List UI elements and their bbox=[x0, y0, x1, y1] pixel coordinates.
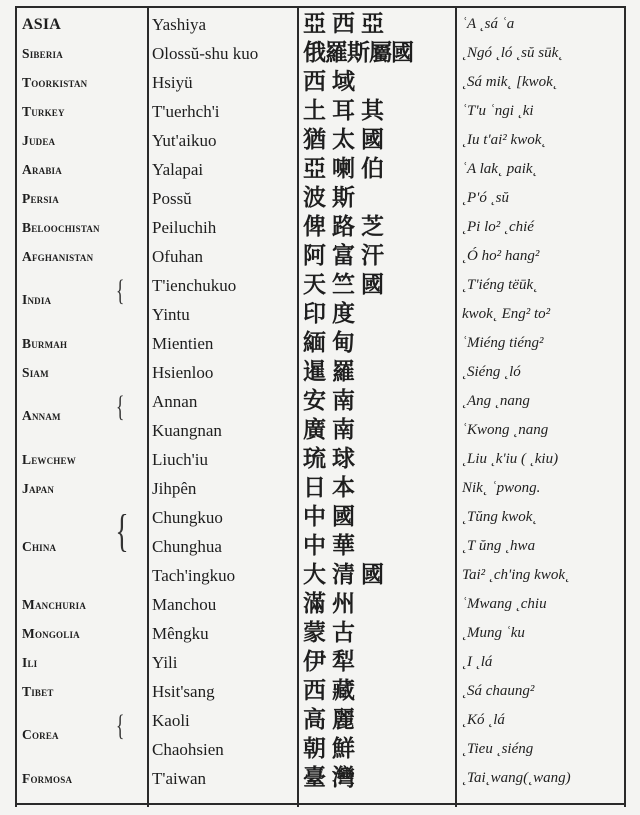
table-row bbox=[0, 10, 640, 39]
cantonese-reading: ˛Sá chaung² bbox=[462, 683, 535, 699]
mandarin-romanization: Peiluchih bbox=[152, 218, 217, 237]
chinese-characters: 滿州 bbox=[303, 591, 361, 617]
table-row bbox=[0, 97, 640, 126]
english-name: Japan bbox=[22, 481, 55, 496]
cantonese-reading: ˛Tieu ˛siéng bbox=[462, 741, 534, 757]
chinese-characters: 暹羅 bbox=[303, 359, 361, 385]
brace-icon: { bbox=[115, 390, 125, 423]
english-name: Toorkistan bbox=[22, 75, 88, 90]
chinese-characters: 大清國 bbox=[303, 562, 390, 588]
chinese-characters: 俄羅斯屬國 bbox=[303, 40, 413, 66]
cantonese-reading: ˛T ŭng ˛hwa bbox=[462, 538, 536, 554]
table-row bbox=[0, 474, 640, 503]
english-name: Annam bbox=[22, 408, 61, 423]
mandarin-romanization: Yalapai bbox=[152, 160, 204, 179]
english-name: Judea bbox=[22, 133, 56, 148]
english-name: Siam bbox=[22, 365, 49, 380]
cantonese-reading: ˛Ngó ˛ló ˛sŭ sūk˛ bbox=[462, 45, 564, 61]
mandarin-romanization: Yut'aikuo bbox=[152, 131, 217, 150]
mandarin-romanization: Possŭ bbox=[152, 189, 192, 208]
table-row bbox=[0, 329, 640, 358]
table-row bbox=[0, 706, 640, 742]
cantonese-reading: ˛Pi lo² ˛chié bbox=[462, 219, 534, 235]
chinese-characters: 廣南 bbox=[303, 417, 361, 443]
chinese-characters: 蒙古 bbox=[303, 620, 361, 646]
cantonese-reading: ʿA ˛sá ʿa bbox=[462, 16, 515, 32]
english-name: Siberia bbox=[22, 46, 63, 61]
table-row bbox=[0, 184, 640, 213]
table-row bbox=[0, 764, 640, 793]
table-row bbox=[0, 358, 640, 387]
table-row bbox=[0, 648, 640, 677]
cantonese-reading: ˛Tai˛wang(˛wang) bbox=[462, 770, 571, 786]
table-row bbox=[0, 677, 640, 706]
chinese-characters: 高麗 bbox=[303, 707, 361, 733]
table-row bbox=[0, 68, 640, 97]
english-name: China bbox=[22, 539, 57, 554]
cantonese-reading: ˛Mung ʿku bbox=[462, 625, 525, 641]
chinese-characters: 俾路芝 bbox=[303, 214, 390, 240]
table-row bbox=[0, 619, 640, 648]
cantonese-reading: ʿMwang ˛chiu bbox=[462, 596, 547, 612]
cantonese-reading: ˛Kó ˛lá bbox=[462, 712, 505, 728]
cantonese-reading: kwok˛ Eng² to² bbox=[462, 306, 551, 322]
table-row bbox=[0, 532, 640, 561]
english-name: Tibet bbox=[22, 684, 54, 699]
cantonese-reading: ʿKwong ˛nang bbox=[462, 422, 549, 438]
brace-icon: { bbox=[115, 505, 129, 556]
mandarin-romanization: Liuch'iu bbox=[152, 450, 208, 469]
english-name: ASIA bbox=[22, 16, 62, 33]
chinese-characters: 中國 bbox=[303, 504, 361, 530]
mandarin-romanization: T'uerhch'i bbox=[152, 102, 220, 121]
table-row bbox=[0, 445, 640, 474]
english-name: Beloochistan bbox=[22, 220, 100, 235]
chinese-characters: 西域 bbox=[303, 69, 361, 95]
cantonese-reading: ˛Ó ho² hang² bbox=[462, 248, 540, 264]
chinese-characters: 波斯 bbox=[303, 185, 361, 211]
mandarin-romanization: Hsit'sang bbox=[152, 682, 215, 701]
english-name: Arabia bbox=[22, 162, 62, 177]
table-row bbox=[0, 213, 640, 242]
mandarin-romanization: Mêngku bbox=[152, 624, 209, 643]
mandarin-romanization: Mientien bbox=[152, 334, 214, 353]
english-name: Persia bbox=[22, 191, 59, 206]
cantonese-reading: ˛Sá mik˛ [kwok˛ bbox=[462, 74, 558, 90]
table-row bbox=[0, 416, 640, 445]
mandarin-romanization: Yintu bbox=[152, 305, 190, 324]
english-name: Ili bbox=[22, 655, 38, 670]
mandarin-romanization: Ofuhan bbox=[152, 247, 203, 266]
table-row bbox=[0, 387, 640, 423]
table-row bbox=[0, 590, 640, 619]
cantonese-reading: ʿMiéng tiéng² bbox=[462, 335, 544, 351]
mandarin-romanization: Olossŭ-shu kuo bbox=[152, 44, 259, 63]
chinese-characters: 猶太國 bbox=[303, 127, 390, 153]
table-row bbox=[0, 561, 640, 590]
english-name: Formosa bbox=[22, 771, 73, 786]
english-name: Lewchew bbox=[22, 452, 76, 467]
cantonese-reading: ˛P'ó ˛sŭ bbox=[462, 190, 509, 206]
chinese-characters: 朝鮮 bbox=[303, 736, 361, 762]
cantonese-reading: ʿT'u ʿngi ˛ki bbox=[462, 103, 534, 119]
cantonese-reading: ˛Liu ˛k'iu ( ˛kiu) bbox=[462, 451, 559, 467]
cantonese-reading: ʿA lak˛ paik˛ bbox=[462, 161, 538, 177]
mandarin-romanization: Chungkuo bbox=[152, 508, 223, 527]
mandarin-romanization: Chaohsien bbox=[152, 740, 224, 759]
english-name: Afghanistan bbox=[22, 249, 94, 264]
brace-icon: { bbox=[115, 274, 125, 307]
chinese-characters: 中華 bbox=[303, 533, 361, 559]
chinese-characters: 臺灣 bbox=[303, 765, 361, 791]
cantonese-reading: ˛Tŭng kwok˛ bbox=[462, 509, 538, 525]
english-name: Turkey bbox=[22, 104, 65, 119]
mandarin-romanization: Tach'ingkuo bbox=[152, 566, 236, 585]
mandarin-romanization: Kaoli bbox=[152, 711, 190, 730]
cantonese-reading: ˛Siéng ˛ló bbox=[462, 364, 521, 380]
cantonese-reading: Tai² ˛ch'ing kwok˛ bbox=[462, 567, 570, 583]
table-row bbox=[0, 242, 640, 271]
cantonese-reading: ˛I ˛lá bbox=[462, 654, 493, 670]
table-row bbox=[0, 300, 640, 329]
mandarin-romanization: Hsiyü bbox=[152, 73, 193, 92]
table-row bbox=[0, 271, 640, 307]
english-name: Mongolia bbox=[22, 626, 80, 641]
mandarin-romanization: T'aiwan bbox=[152, 769, 207, 788]
brace-icon: { bbox=[115, 709, 125, 742]
table-row bbox=[0, 155, 640, 184]
mandarin-romanization: T'ienchukuo bbox=[152, 276, 237, 295]
english-name: Burmah bbox=[22, 336, 68, 351]
table-row bbox=[0, 735, 640, 764]
chinese-characters: 伊犁 bbox=[303, 649, 361, 675]
cantonese-reading: ˛Iu t'ai² kwok˛ bbox=[462, 132, 547, 148]
mandarin-romanization: Jihpên bbox=[152, 479, 197, 498]
chinese-characters: 土耳其 bbox=[303, 98, 390, 124]
table-row bbox=[0, 39, 640, 68]
chinese-characters: 西藏 bbox=[303, 678, 361, 704]
cantonese-reading: ˛Ang ˛nang bbox=[462, 393, 530, 409]
mandarin-romanization: Kuangnan bbox=[152, 421, 222, 440]
cantonese-reading: Nik˛ ʿpwong. bbox=[462, 480, 541, 496]
table-row bbox=[0, 126, 640, 155]
cantonese-reading: ˛T'iéng tëūk˛ bbox=[462, 277, 539, 293]
chinese-characters: 亞喇伯 bbox=[303, 156, 390, 182]
mandarin-romanization: Chunghua bbox=[152, 537, 222, 556]
chinese-characters: 日本 bbox=[303, 475, 361, 501]
english-name: Corea bbox=[22, 727, 59, 742]
mandarin-romanization: Hsienloo bbox=[152, 363, 214, 382]
mandarin-romanization: Annan bbox=[152, 392, 198, 411]
mandarin-romanization: Yashiya bbox=[152, 15, 207, 34]
chinese-characters: 亞西亞 bbox=[303, 11, 390, 37]
english-name: India bbox=[22, 292, 52, 307]
chinese-characters: 琉球 bbox=[303, 446, 361, 472]
chinese-characters: 印度 bbox=[303, 301, 361, 327]
chinese-characters: 阿富汗 bbox=[303, 243, 390, 269]
english-name: Manchuria bbox=[22, 597, 87, 612]
chinese-characters: 緬甸 bbox=[303, 330, 361, 356]
mandarin-romanization: Manchou bbox=[152, 595, 217, 614]
chinese-characters: 安南 bbox=[303, 388, 361, 414]
chinese-characters: 天竺國 bbox=[303, 272, 390, 298]
mandarin-romanization: Yili bbox=[152, 653, 178, 672]
